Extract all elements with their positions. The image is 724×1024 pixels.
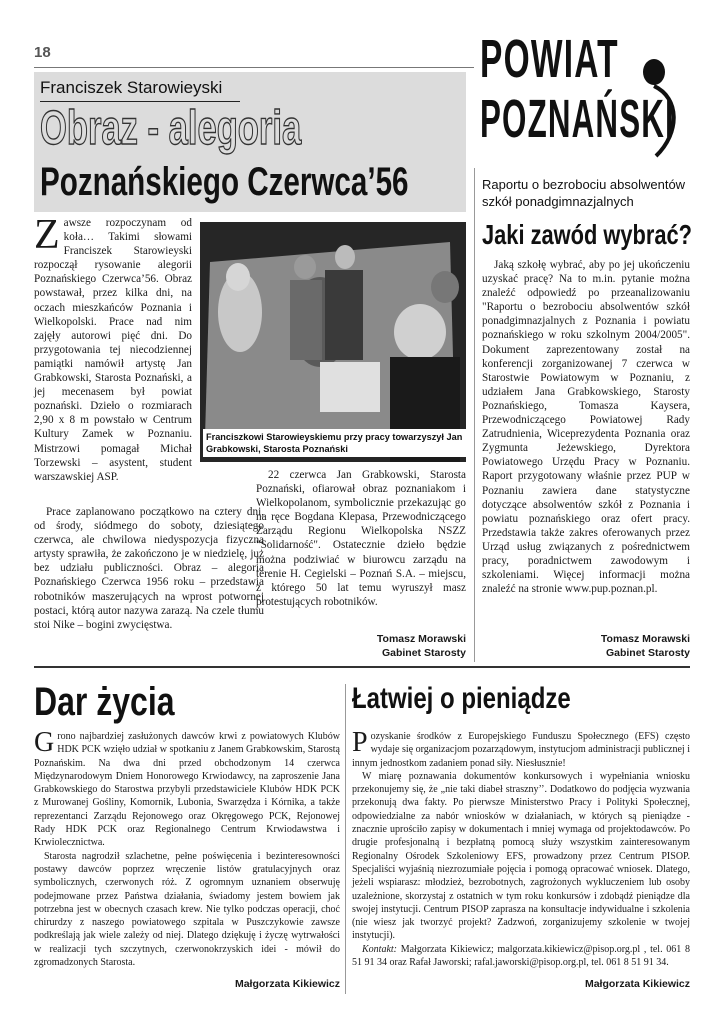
article2-author-role: Gabinet Starosty: [605, 647, 690, 659]
logo-line1: POWIAT: [480, 29, 619, 89]
article4-paragraph-1: ozyskanie środków z Europejskiego Funduszu Społecznego (EFS) często wydaje się organizacjom pozarządowym, instytucjom administracji publicznej i innym jednostkom zadaniem ponad siły. Niesłusznie!: [352, 731, 690, 769]
painting-scene-image: [200, 222, 466, 462]
header-rule: [34, 67, 474, 68]
article4-body: [352, 727, 691, 969]
article4-contact: [352, 943, 690, 970]
article2-author: Tomasz Morawski: [600, 633, 690, 645]
article1-kicker: Franciszek Starowieyski: [40, 78, 223, 97]
article1-column-left-bottom: [34, 505, 264, 632]
article4-byline: Małgorzata Kikiewicz: [584, 978, 690, 990]
section-rule: [34, 666, 690, 668]
article1-photo: [200, 222, 466, 462]
article4-contact-text: Małgorzata Kikiewicz; malgorzata.kikiewicz@pisop.org.pl , tel. 061 8 51 91 34 oraz Rafał Jaworski; rafal.jaworski@pisop.org.pl, tel. 061 8 51 91 34.: [352, 943, 691, 969]
article2-byline: [482, 632, 690, 660]
article1-byline: [256, 632, 466, 660]
article3-title: Dar życia: [34, 680, 175, 724]
article2-paragraph: Jaką szkołę wybrać, aby po jej ukończeniu uzyskać pracę? Na to m.in. pytanie można znaleźć odpowiedź po przeanalizowaniu "Raportu o bezrobociu absolwentów szkół ponadgimnazjalnych z Poznania i powiatu poznańskiego w roku szkolnym 2004/2005". Dokument zaprezentowany został na konferencji zorganizowanej 7 czerwca w Starostwie Powiatowym w Poznaniu, z udziałem Jana Grabkowskiego, Starosty Poznańskiego, Tomasza Kaysera, Przewodniczącego Powiatowej Rady Zatrudnienia, Wiceprezydenta Poznania oraz Zygmunta Jeżewskiego, Dyrektora Powiatowego Urzędu Pracy w Poznaniu. Raport przygotowany właśnie przez PUP w Poznaniu zawiera dane statystyczne dotyczące absolwentów szkół z Poznania i powiatu poznańskiego oraz ofert pracy. Przedstawia także zakres oferowanych przez Urząd usług związanych z pośrednictwem pracy, poradnictwem zawodowym i szkoleniami. Więcej informacji można znaleźć na stronie www.pup.poznan.pl.: [482, 259, 690, 596]
article4-dropcap: P: [352, 727, 368, 758]
article1-dropcap: Z: [34, 212, 60, 258]
article3-dropcap: G: [34, 727, 55, 758]
article3-body: [34, 727, 340, 969]
article1-title-main: Poznańskiego Czerwca’56: [40, 160, 409, 204]
article2-subtitle: Raportu o bezrobociu absolwentów szkół ponadgimnazjalnych: [482, 177, 686, 209]
article2-title: Jaki zawód wybrać?: [482, 219, 692, 250]
article1-paragraph-1: awsze rozpoczynam od koła… Takimi słowami Franciszek Starowieyski rozpoczął rysowanie alegorii Poznańskiego Czerwca’56. Obraz powstawał, przez kilka dni, na oczach mieszkańców Poznania i Wielkopolski. Prace nad nim zajęły autorowi pięć dni. Do przygotowania tej niecodziennej pamiątki namówił artystę Jan Grabkowski, Starosta Poznański, a jej mecenasem był powiat poznański. Dzieło o rozmiarach 2,90 x 8 m powstało w Centrum Kultury Zamek w Poznaniu. Mistrzowi pomagał Michał Torzewski – asystent, student warszawskiej ASP.: [34, 217, 192, 483]
article1-title-outline: Obraz - alegoria: [40, 102, 302, 155]
article3-paragraph-1: rono najbardziej zasłużonych dawców krwi z powiatowych Klubów HDK PCK wzięło udział w spotkaniu z Janem Grabkowskim, Starostą Poznańskim. Na dwa dni przed obchodzonym 14 czerwca Międzynarodowym Dniem Honorowego Krwiodawcy, na zaproszenie Jana Grabkowskiego do Starostwa przybyli przedstawiciele Klubów HDK PCK z Murowanej Gośliny, Komornik, Lubonia, Swarzędza i Kórnika, a także reprezentanci Zarządu Rejonowego oraz Okręgowego PCK, Rejonowej Rady HDK PCK oraz Regionalnego Centrum Krwiodawstwa i Krwiolecznictwa.: [34, 731, 340, 849]
logo-line2: POZNAŃSKI: [480, 89, 675, 149]
page-number: 18: [34, 44, 51, 61]
article4-paragraph-2: W miarę poznawania dokumentów konkursowych i wypełniania wniosku przekonujemy się, że „nie taki diabeł straszny’’. Dodatkowo do podjęcia wyzwania przekonują dwa fakty. Po pierwsze Ministerstwo Pracy i Polityki Społecznej, odpowiedzialne za nabór wniosków w działaniach, w których są pieniądze - znacznie uprościło zapisy w dokumentach i mniej wymaga od projektodawców. Po drugie profesjonalną i bezpłatną pomocą służy wszystkim zainteresowanym Regionalny Ośrodek Szkoleniowy EFS, prowadzony przez Centrum PISOP. Specjaliści wyjaśnią niezrozumiałe pojęcia i pomogą opracować wniosek. Dlatego, jeżeli wspiarasz: młodzież, bezrobotnych, zagrożonych wykluczeniem lub osoby uzależnione, skorzystaj z ostatnich w tym roku konkursów i zdobądź pieniądze dla swojej instytucji. Centrum PISOP zaprasza na konsultacje indywidualne i szkolenia (nie wiesz jak tworzyć projekt? Zadzwoń, zorganizujemy szkolenie w twojej instytucji).: [352, 770, 690, 942]
article1-column-left: [34, 212, 192, 484]
article1-author: Tomasz Morawski: [376, 633, 466, 645]
article1-author-role: Gabinet Starosty: [381, 647, 466, 659]
article4-title: Łatwiej o pieniądze: [352, 682, 571, 715]
article3-byline: Małgorzata Kikiewicz: [234, 978, 340, 990]
article2-divider: [474, 168, 475, 662]
article1-paragraph-2: Prace zaplanowano początkowo na cztery dni, od środy, siódmego do soboty, dziesiątego czerwca, ale chwilowa niedyspozycja fizyczna artysty sprawiła, że zakończono je w niedzielę, już bez udziału publiczności. Obraz – alegoria Poznańskiego Czerwca 1956 roku – przedstawia robotników maszerujących na wprost potwornej postaci, którą autor nazywa zarazą. Na czele tłumu stoi Nike – bogini zwycięstwa.: [34, 506, 264, 631]
article1-paragraph-3: 22 czerwca Jan Grabkowski, Starosta Poznański, ofiarował obraz poznaniakom i Wielkopolanom, symbolicznie przekazując go na ręce Bogdana Klepasa, Przewodniczącego Zarządu Regionu Wielkopolska NSZZ "Solidarność". Ostatecznie dzieło będzie można podziwiać w biurowcu zarządu na terenie H. Cegielski – Poznań S.A. – miejscu, z którego 50 lat temu wyruszył masz protestujących robotników.: [256, 469, 466, 608]
logo-swirl-icon: [628, 38, 688, 158]
article3-paragraph-2: Starosta nagrodził szlachetne, pełne poświęcenia i bezinteresowności postawy dawców poprzez wręczenie listów gratulacyjnych oraz symbolicznych, czerwonych róż. Z ogromnym uznaniem obserwuję podejmowane przez Państwa działania, świadomy jestem bowiem jak potrzebna jest w obecnych czasach krew. Nie tylko podczas operacji, choć chirurdzy z naszego powiatowego szpitala w Puszczykowie zawsze podkreślają jak wiele zależy od niej. Dlatego dziękuję i życzę wytrwałości w realizacji tych szczytnych, czerwonokrzyskich idei - mówił do zgromadzonych Starosta.: [34, 850, 340, 969]
article4-divider: [345, 684, 346, 994]
article1-column-right: [256, 468, 466, 609]
article4-contact-label: Kontakt:: [362, 943, 397, 955]
powiat-poznanski-logo: [478, 30, 698, 165]
article1-photo-caption: Franciszkowi Starowieyskiemu przy pracy towarzyszył Jan Grabkowski, Starosta Poznański: [203, 429, 467, 457]
article2-body: [482, 258, 690, 596]
